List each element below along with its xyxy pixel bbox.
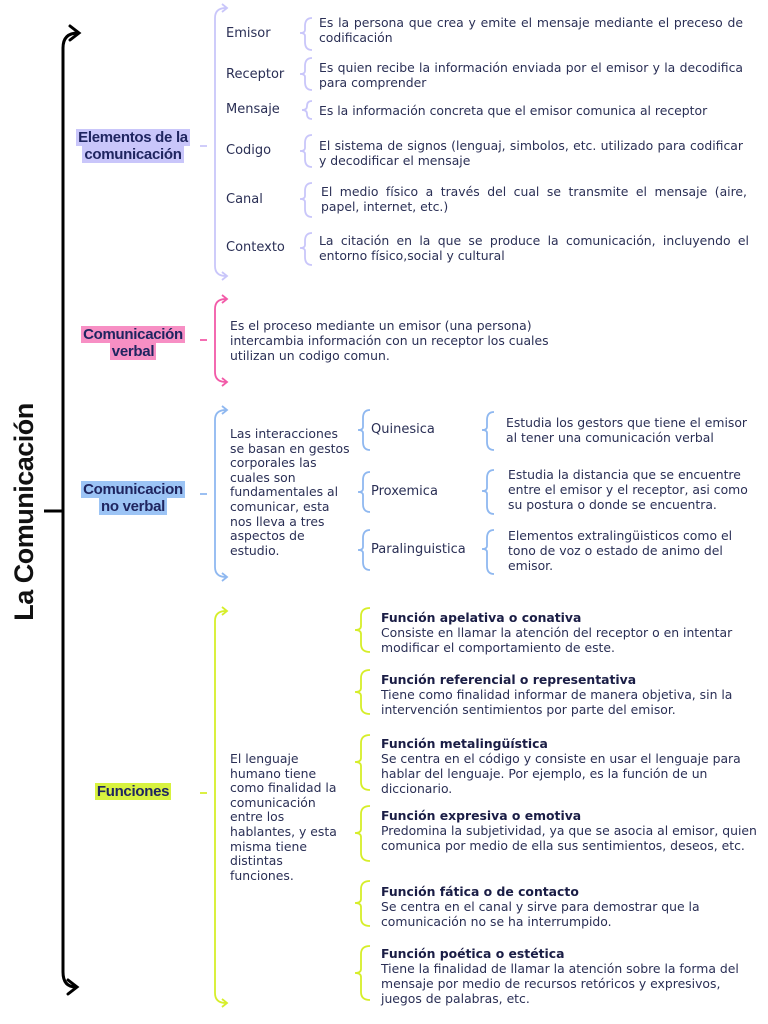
desc-canal: El medio físico a través del cual se transmite el mensaje (aire, papel, internet, etc.) — [321, 184, 747, 214]
desc-paralinguistica: Elementos extralingüisticos como el tono de voz o estado de animo del emisor. — [508, 528, 733, 573]
brace-funcion-4 — [355, 806, 370, 861]
funciones-bracket — [200, 611, 226, 1003]
funcion-referencial-desc: Tiene como finalidad informar de manera objetiva, sin la intervención sentimientos por parte del emisor. — [381, 687, 733, 717]
funcion-poetica-title: Función poética o estética — [381, 946, 565, 961]
brace-funcion-1 — [355, 608, 370, 652]
noverbal-label-line1: Comunicacion — [83, 481, 183, 498]
funcion-metalinguistica — [381, 736, 763, 796]
verbal-bracket — [200, 299, 226, 382]
elementos-bracket — [200, 8, 226, 276]
verbal-label — [66, 326, 200, 360]
funcion-fatica-desc: Se centra en el canal y sirve para demostrar que la comunicación no se ha interrumpido. — [381, 899, 700, 929]
brace-canal — [300, 183, 312, 217]
funciones-intro: El lenguaje humano tiene como finalidad la comunicación entre los hablantes, y esta misma tiene distintas funciones. — [230, 751, 337, 883]
elementos-label — [66, 129, 200, 163]
verbal-label-line2: verbal — [111, 343, 155, 360]
brace-codigo — [300, 135, 312, 167]
brace-paralinguistica — [358, 530, 370, 570]
funciones-label — [66, 783, 200, 800]
desc-receptor: Es quien recibe la información enviada por el emisor y la decodifica para comprender — [319, 60, 743, 90]
funcion-expresiva-title: Función expresiva o emotiva — [381, 808, 582, 823]
noverbal-label-line2: no verbal — [101, 498, 165, 515]
funcion-apelativa — [381, 610, 763, 655]
funcion-apelativa-title: Función apelativa o conativa — [381, 610, 582, 625]
brace-paralinguistica-desc — [482, 530, 494, 574]
funcion-poetica-desc: Tiene la finalidad de llamar la atención sobre la forma del mensaje por medio de recursos retóricos y expresivos, juegos de palabras, etc. — [381, 961, 739, 1006]
brace-mensaje — [302, 101, 312, 119]
funciones-label-text: Funciones — [96, 783, 170, 800]
desc-mensaje: Es la información concreta que el emisor comunica al receptor — [319, 103, 708, 118]
term-canal: Canal — [226, 192, 263, 207]
elementos-label-line2: comunicación — [84, 146, 182, 163]
noverbal-intro: Las interacciones se basan en gestos corporales las cuales son fundamentales al comunicar, esta nos lleva a tres aspectos de estudio. — [230, 426, 350, 558]
brace-emisor — [300, 18, 312, 50]
desc-quinesica: Estudia los gestors que tiene el emisor al tener una comunicación verbal — [506, 415, 748, 445]
noverbal-bracket — [200, 410, 226, 577]
main-title: La Comunicación — [9, 403, 39, 621]
verbal-label-line1: Comunicación — [83, 326, 183, 343]
brace-proxemica — [358, 472, 370, 512]
brace-receptor — [300, 58, 312, 90]
funcion-fatica — [381, 884, 763, 929]
funcion-fatica-title: Función fática o de contacto — [381, 884, 579, 899]
funcion-metalinguistica-title: Función metalingüística — [381, 736, 548, 751]
term-receptor: Receptor — [226, 67, 285, 82]
funcion-referencial-title: Función referencial o representativa — [381, 672, 637, 687]
term-codigo: Codigo — [226, 143, 272, 158]
term-mensaje: Mensaje — [226, 102, 280, 117]
verbal-desc: Es el proceso mediante un emisor (una persona) intercambia información con un receptor los cuales utilizan un codigo comun. — [230, 318, 549, 363]
desc-contexto: La citación en la que se produce la comunicación, incluyendo el entorno físico,social y cultural — [319, 233, 749, 263]
term-emisor: Emisor — [226, 26, 271, 41]
funcion-apelativa-desc: Consiste en llamar la atención del receptor o en intentar modificar el comportamiento de este. — [381, 625, 733, 655]
desc-codigo: El sistema de signos (lenguaj, simbolos, etc. utilizado para codificar y decodificar el mensaje — [319, 138, 743, 168]
brace-funcion-5 — [355, 881, 370, 926]
brace-quinesica-desc — [482, 412, 494, 450]
elementos-label-line1: Elementos de la — [78, 129, 188, 146]
funcion-expresiva — [381, 808, 763, 853]
funcion-metalinguistica-desc: Se centra en el código y consiste en usar el lenguaje para hablar del lenguaje. Por ejemplo, es la función de un diccionario. — [381, 751, 741, 796]
term-contexto: Contexto — [226, 240, 285, 255]
funcion-poetica — [381, 946, 763, 1006]
brace-contexto — [300, 233, 312, 265]
term-paralinguistica: Paralinguistica — [371, 542, 466, 557]
funcion-referencial — [381, 672, 763, 717]
term-quinesica: Quinesica — [371, 422, 435, 437]
brace-quinesica — [358, 410, 370, 450]
desc-proxemica: Estudia la distancia que se encuentre entre el emisor y el receptor, asi como su postura o donde se encuentra. — [508, 467, 748, 512]
funcion-expresiva-desc: Predomina la subjetividad, ya que se asocia al emisor, quien comunica por medio de ella sus sentimientos, deseos, etc. — [381, 823, 757, 853]
brace-funcion-3 — [355, 735, 370, 790]
term-proxemica: Proxemica — [371, 484, 438, 499]
noverbal-label — [66, 481, 200, 515]
brace-funcion-6 — [355, 946, 370, 1000]
brace-funcion-2 — [355, 670, 370, 714]
brace-proxemica-desc — [482, 470, 494, 514]
desc-emisor: Es la persona que crea y emite el mensaje mediante el preceso de codificación — [319, 15, 743, 45]
